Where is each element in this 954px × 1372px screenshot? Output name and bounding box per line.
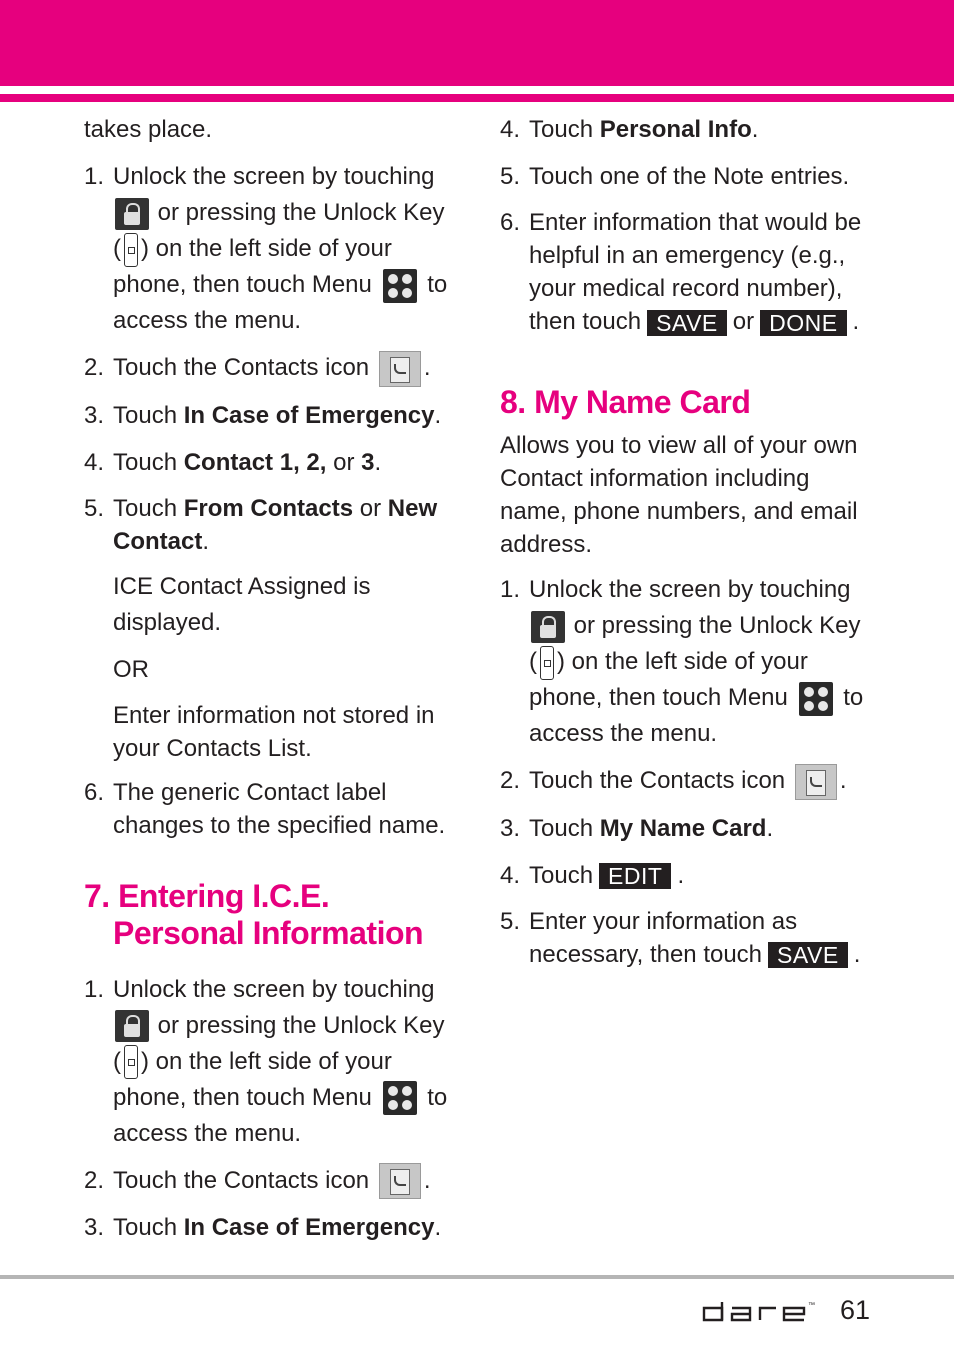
step-text: or	[326, 448, 362, 476]
step-text: Touch the Contacts icon	[113, 1166, 370, 1194]
step-text: .	[677, 861, 685, 889]
step-text: to	[427, 271, 448, 298]
step-text: (	[113, 235, 121, 262]
step-text: to	[427, 1083, 448, 1111]
contacts-icon	[379, 351, 421, 387]
step-text: Touch one of the Note entries.	[529, 163, 850, 190]
step-text: Touch	[529, 116, 600, 143]
step-text: phone, then touch Menu	[113, 271, 372, 298]
step-text: Touch	[113, 494, 184, 522]
lock-icon	[115, 198, 149, 230]
step-bold: Contact 1, 2,	[183, 448, 327, 476]
menu-icon	[799, 682, 833, 716]
list-item	[500, 206, 880, 338]
list-item	[500, 572, 880, 752]
step-text: (	[113, 1047, 121, 1075]
step-number: 2.	[84, 1166, 105, 1194]
right-column	[500, 112, 880, 982]
step-number: 5.	[84, 494, 105, 522]
lock-icon	[531, 611, 565, 643]
list-item	[84, 159, 464, 339]
step-text: .	[751, 116, 759, 143]
step-text: access the menu.	[529, 720, 718, 747]
step-text: Touch	[113, 1214, 184, 1242]
step-number: 4.	[500, 861, 521, 889]
menu-icon	[383, 269, 417, 303]
step-text: or pressing the Unlock Key	[151, 1011, 445, 1039]
step-number: 5.	[500, 907, 521, 935]
step-bold: In Case of Emergency	[183, 401, 435, 429]
section-heading: 7. Entering I.C.E. Personal Information	[84, 877, 424, 951]
step-text: Enter your information as necessary, then touch	[529, 907, 798, 968]
save-button: SAVE	[768, 942, 848, 968]
step-text: to	[843, 684, 864, 711]
step-bold: New Contact	[113, 494, 438, 555]
step-text: Enter information that would be helpful in an emergency (e.g., your medical record number), then touch	[529, 209, 862, 335]
page-number: 61	[840, 1295, 871, 1325]
note-text: ICE Contact Assigned is displayed.	[113, 572, 371, 636]
step-text: access the menu.	[113, 307, 302, 334]
step-text: or	[732, 308, 755, 335]
list-item	[84, 776, 464, 842]
or-text: OR	[113, 655, 149, 683]
brand-logo	[700, 1298, 818, 1324]
step-text: .	[434, 1214, 442, 1242]
step-text: ) on the left side of your	[557, 648, 808, 675]
step-number: 1.	[84, 163, 105, 190]
list-item	[84, 972, 464, 1152]
list-item	[500, 811, 880, 847]
list-item	[84, 445, 464, 481]
done-button: DONE	[760, 310, 846, 336]
intro-text: takes place.	[84, 116, 213, 143]
step-text: Touch the Contacts icon	[529, 767, 786, 794]
step-text: .	[374, 448, 382, 476]
step-number: 3.	[500, 814, 521, 842]
list-item	[500, 905, 880, 971]
step-bold: In Case of Emergency	[183, 1214, 435, 1242]
step-text: or	[353, 494, 388, 522]
step-text: .	[202, 527, 210, 555]
list-item	[84, 398, 464, 434]
header-rule	[0, 94, 954, 102]
step-text: ) on the left side of your	[141, 235, 392, 262]
step-bold: My Name Card	[599, 814, 767, 842]
trademark: ™	[808, 1302, 815, 1309]
list-item	[500, 858, 880, 894]
step-text: .	[853, 940, 861, 968]
step-text: or pressing the Unlock Key	[151, 199, 445, 226]
step-number: 3.	[84, 1214, 105, 1242]
intro-text: Allows you to view all of your own Contact information including name, phone numbers, and email address.	[500, 432, 858, 558]
footer-rule	[0, 1275, 954, 1279]
step-text: Unlock the screen by touching	[113, 163, 435, 190]
list-item	[84, 1163, 464, 1200]
step-text: .	[839, 767, 847, 794]
step-text: ) on the left side of your	[141, 1047, 392, 1075]
note-text: Enter information not stored in your Contacts List.	[113, 701, 435, 762]
step-text: phone, then touch Menu	[529, 684, 788, 711]
menu-icon	[383, 1081, 417, 1115]
step-text: Touch	[113, 401, 184, 429]
edit-button: EDIT	[599, 863, 671, 889]
step-text: .	[852, 308, 860, 335]
list-item	[500, 159, 880, 195]
save-button: SAVE	[647, 310, 727, 336]
step-number: 1.	[84, 975, 105, 1003]
unlock-key-icon	[540, 646, 554, 680]
step-text: .	[434, 401, 442, 429]
step-number: 5.	[500, 163, 521, 190]
step-number: 4.	[500, 116, 521, 143]
step-text: Unlock the screen by touching	[529, 576, 851, 603]
step-text: Touch	[529, 861, 594, 889]
list-item	[84, 1210, 464, 1246]
step-text: Touch the Contacts icon	[113, 354, 370, 381]
step-bold: From Contacts	[183, 494, 354, 522]
list-item	[84, 492, 464, 558]
step-text: phone, then touch Menu	[113, 1083, 372, 1111]
unlock-key-icon	[124, 233, 138, 267]
step-number: 6.	[500, 209, 521, 236]
step-text: The generic Contact label changes to the specified name.	[113, 778, 446, 839]
step-text: Unlock the screen by touching	[113, 975, 435, 1003]
list-item	[84, 350, 464, 387]
step-text: (	[529, 648, 537, 675]
unlock-key-icon	[124, 1045, 138, 1079]
step-number: 1.	[500, 576, 521, 603]
step-text: Touch	[529, 814, 600, 842]
list-item	[500, 112, 880, 148]
left-column	[84, 112, 464, 1257]
section-heading: 8. My Name Card	[500, 384, 751, 420]
list-item	[500, 763, 880, 800]
step-text: .	[766, 814, 774, 842]
step-bold: 3	[361, 448, 375, 476]
step-bold: Personal Info	[599, 116, 752, 143]
header-band	[0, 0, 954, 86]
step-number: 2.	[84, 354, 105, 381]
step-number: 2.	[500, 767, 521, 794]
step-text: or pressing the Unlock Key	[567, 612, 861, 639]
lock-icon	[115, 1010, 149, 1042]
step-text: access the menu.	[113, 1119, 302, 1147]
step-text: .	[423, 354, 431, 381]
step-number: 3.	[84, 401, 105, 429]
step-text: Touch	[113, 448, 184, 476]
step-number: 4.	[84, 448, 105, 476]
contacts-icon	[379, 1163, 421, 1199]
contacts-icon	[795, 764, 837, 800]
step-text: .	[423, 1166, 431, 1194]
step-number: 6.	[84, 778, 105, 806]
